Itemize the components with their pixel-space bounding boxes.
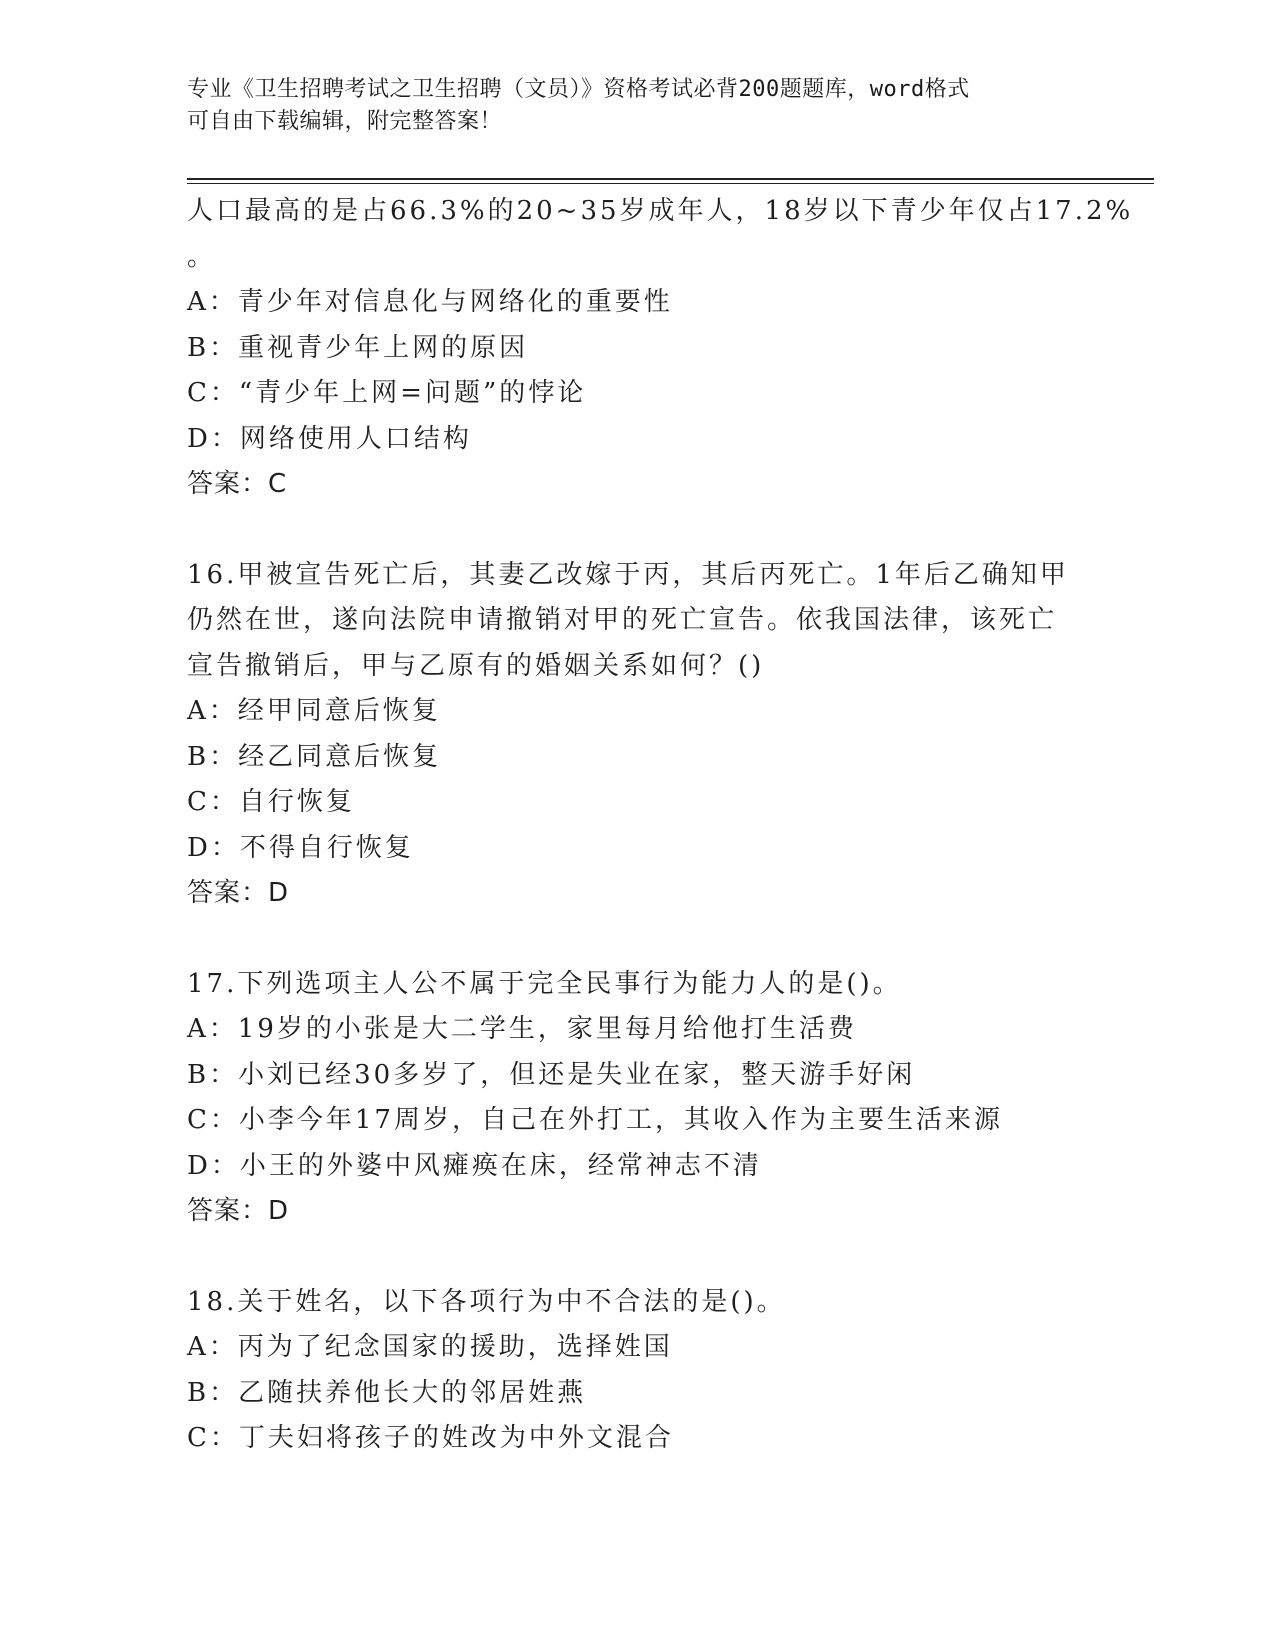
option-d: D：小王的外婆中风瘫痪在床，经常神志不清 — [187, 1150, 762, 1181]
option-a: A：经甲同意后恢复 — [187, 696, 441, 726]
question-stem: 宣告撤销后，甲与乙原有的婚姻关系如何？() — [187, 650, 765, 681]
header-title-line-2: 可自由下载编辑，附完整答案！ — [187, 109, 503, 134]
option-d: D：网络使用人口结构 — [187, 423, 472, 454]
question-16 — [187, 553, 1147, 917]
question-17 — [187, 962, 1147, 1235]
question-stem: 。 — [187, 241, 217, 272]
answer-line: 答案：D — [187, 878, 290, 908]
question-stem: 17.下列选项主人公不属于完全民事行为能力人的是()。 — [187, 968, 902, 999]
document-header — [187, 74, 1067, 138]
option-b: B：经乙同意后恢复 — [187, 741, 442, 772]
answer-line: 答案：C — [187, 469, 288, 499]
option-a: A：19岁的小张是大二学生，家里每月给他打生活费 — [187, 1014, 857, 1044]
option-c: C：自行恢复 — [187, 787, 355, 817]
option-c: C：丁夫妇将孩子的姓改为中外文混合 — [187, 1423, 674, 1453]
question-stem: 18.关于姓名，以下各项行为中不合法的是()。 — [187, 1286, 786, 1317]
question-list — [187, 189, 1147, 1462]
question-spacer — [187, 508, 1147, 553]
option-a: A：丙为了纪念国家的援助，选择姓国 — [187, 1332, 673, 1362]
option-a: A：青少年对信息化与网络化的重要性 — [187, 287, 673, 317]
option-d: D：不得自行恢复 — [187, 832, 414, 863]
header-rule-thick — [187, 178, 1154, 180]
header-rule-thin — [187, 183, 1154, 184]
option-b: B：小刘已经30多岁了，但还是失业在家，整天游手好闲 — [187, 1059, 916, 1090]
question-spacer — [187, 1235, 1147, 1280]
header-title-line-1: 专业《卫生招聘考试之卫生招聘（文员）》资格考试必背200题题库，word格式 — [187, 77, 970, 102]
option-c: C：小李今年17周岁，自己在外打工，其收入作为主要生活来源 — [187, 1105, 1003, 1135]
question-stem: 人口最高的是占66.3%的20~35岁成年人，18岁以下青少年仅占17.2% — [187, 196, 1134, 226]
question-spacer — [187, 917, 1147, 962]
option-c: C：“青少年上网=问题”的悖论 — [187, 378, 587, 408]
option-b: B：乙随扶养他长大的邻居姓燕 — [187, 1377, 587, 1408]
question-15 — [187, 189, 1147, 508]
question-stem: 仍然在世，遂向法院申请撤销对甲的死亡宣告。依我国法律，该死亡 — [187, 605, 1058, 635]
question-18 — [187, 1280, 1147, 1462]
question-stem: 16.甲被宣告死亡后，其妻乙改嫁于丙，其后丙死亡。1年后乙确知甲 — [187, 559, 1069, 590]
option-b: B：重视青少年上网的原因 — [187, 332, 529, 363]
answer-line: 答案：D — [187, 1196, 290, 1226]
